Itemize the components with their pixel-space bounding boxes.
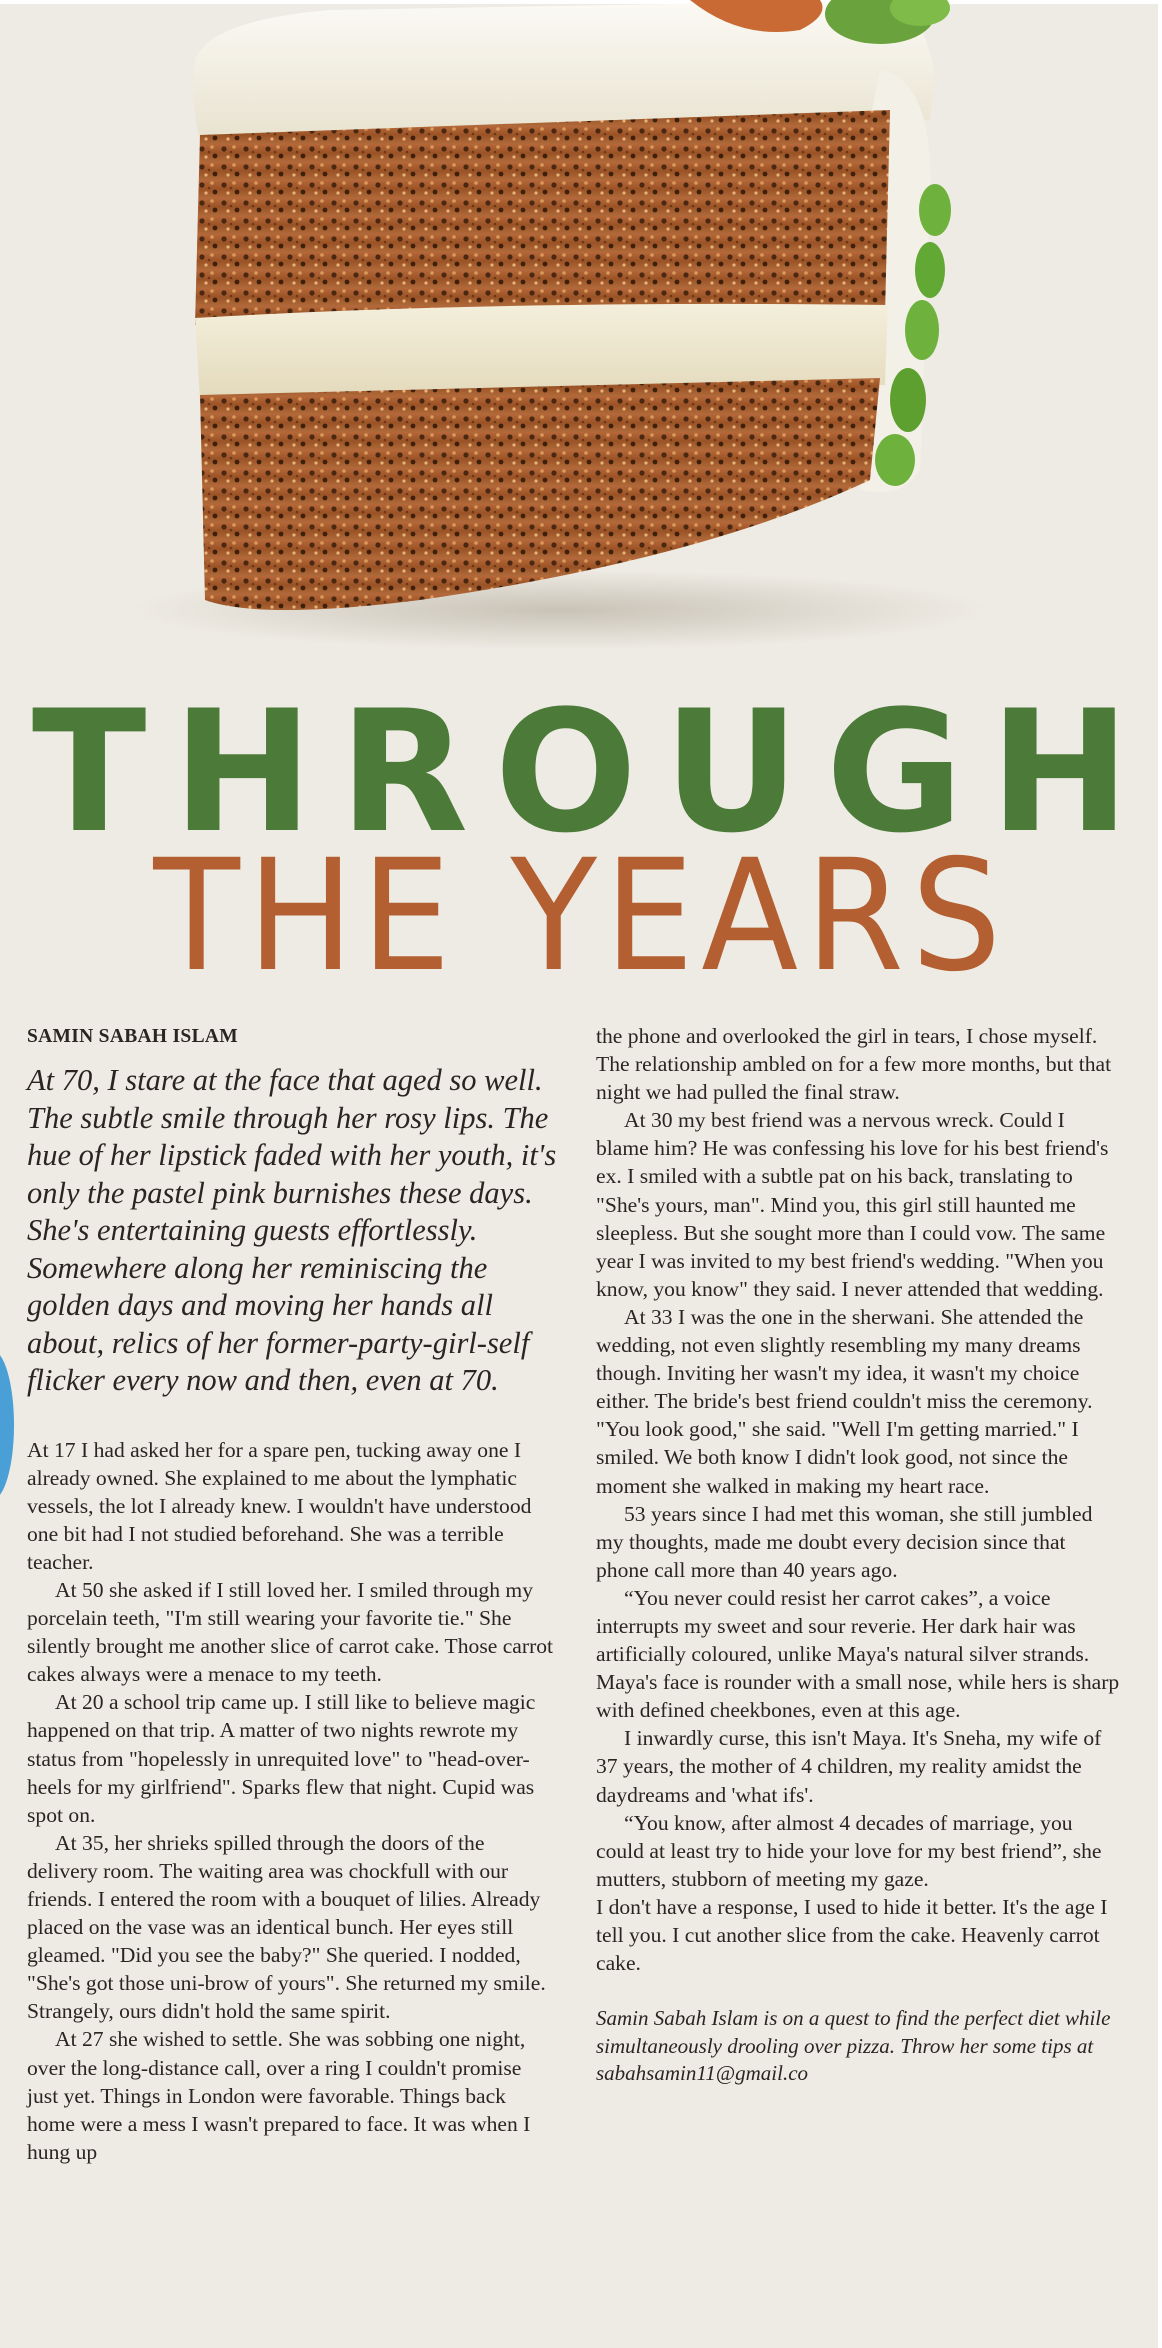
author-byline: SAMIN SABAH ISLAM <box>27 1026 238 1047</box>
left-body-text <box>27 1436 557 2166</box>
body-paragraph: At 33 I was the one in the sherwani. She attended the wedding, not even slightly resembling my many dreams though. Inviting her wasn't my idea, it wasn't my choice either. The bride's best friend couldn't miss the ceremony. "You look good," she said. "Well I'm getting married." I smiled. We both know I didn't look good, not since the moment she walked in making my heart race. <box>596 1304 1093 1498</box>
body-paragraph: the phone and overlooked the girl in tears, I chose myself. The relationship ambled on for a few more months, but that night we had pulled the final straw. <box>596 1024 1112 1105</box>
body-paragraph: I inwardly curse, this isn't Maya. It's Sneha, my wife of 37 years, the mother of 4 children, my reality amidst the daydreams and 'what ifs'. <box>596 1726 1102 1807</box>
right-body-text <box>596 1022 1121 1977</box>
body-paragraph: I don't have a response, I used to hide it better. It's the age I tell you. I cut another slice from the cake. Heavenly carrot cake. <box>596 1894 1108 1976</box>
body-paragraph: “You never could resist her carrot cakes”, a voice interrupts my sweet and sour reverie. Her dark hair was artificially coloured, unlike Maya's natural silver strands. Maya's face is rounder with a small nose, while hers is sharp with defined cheekbones, even at this age. <box>596 1585 1120 1723</box>
edge-decoration <box>0 1350 14 1500</box>
author-endnote: Samin Sabah Islam is on a quest to find the perfect diet while simultaneously drooling over pizza. Throw her some tips at sabahsamin11@gmail.co <box>596 2006 1111 2086</box>
body-paragraph: At 20 a school trip came up. I still like to believe magic happened on that trip. A matter of two nights rewrote my status from "hopelessly in unrequited love" to "head-over-heels for my girlfriend". Sparks flew that night. Cupid was spot on. <box>27 1690 536 1827</box>
headline-the-years: THE YEARS <box>153 827 1009 1006</box>
body-paragraph: At 35, her shrieks spilled through the doors of the delivery room. The waiting area was chockfull with our friends. I entered the room with a bouquet of lilies. Already placed on the vase was an identical bunch. Her eyes still gleamed. "Did you see the baby?" She queried. I nodded, "She's got those uni-brow of yours". She returned my smile. Strangely, ours didn't hold the same spirit. <box>27 1830 546 2024</box>
headline-through: THROUGH <box>31 674 1157 870</box>
body-paragraph: At 27 she wished to settle. She was sobbing one night, over the long-distance call, over a ring I couldn't promise just yet. Things in London were favorable. Things back home were a mess I wasn't prepared to face. It was when I hung up <box>27 2027 531 2164</box>
carrot-cake-illustration <box>0 0 1162 660</box>
body-paragraph: 53 years since I had met this woman, she still jumbled my thoughts, made me doubt every decision since that phone call more than 40 years ago. <box>596 1501 1093 1582</box>
left-column <box>27 1022 557 2166</box>
body-paragraph: At 30 my best friend was a nervous wreck. Could I blame him? He was confessing his love for his best friend's ex. I smiled with a subtle pat on his back, translating to "She's yours, man". Mind you, this girl still haunted me sleepless. But she sought more than I could vow. The same year I was invited to my best friend's wedding. "When you know, you know" they said. I never attended that wedding. <box>596 1108 1109 1301</box>
body-paragraph: At 17 I had asked her for a spare pen, tucking away one I already owned. She explained to me about the lymphatic vessels, the lot I already knew. I wouldn't have understood one bit had I not studied beforehand. She was a terrible teacher. <box>27 1437 532 1574</box>
intro-paragraph: At 70, I stare at the face that aged so well. The subtle smile through her rosy lips. The hue of her lipstick faded with her youth, it's only the pastel pink burnishes these days. She's entertaining guests effortlessly. Somewhere along her reminiscing the golden days and moving her hands all about, relics of her former-party-girl-self flicker every now and then, even at 70. <box>27 1063 557 1397</box>
right-column <box>596 1022 1121 2088</box>
body-paragraph: At 50 she asked if I still loved her. I smiled through my porcelain teeth, "I'm still wearing your favorite tie." She silently brought me another slice of carrot cake. Those carrot cakes always were a menace to my teeth. <box>27 1577 554 1687</box>
body-paragraph: “You know, after almost 4 decades of marriage, you could at least try to hide your love for my best friend”, she mutters, stubborn of meeting my gaze. <box>596 1810 1102 1891</box>
